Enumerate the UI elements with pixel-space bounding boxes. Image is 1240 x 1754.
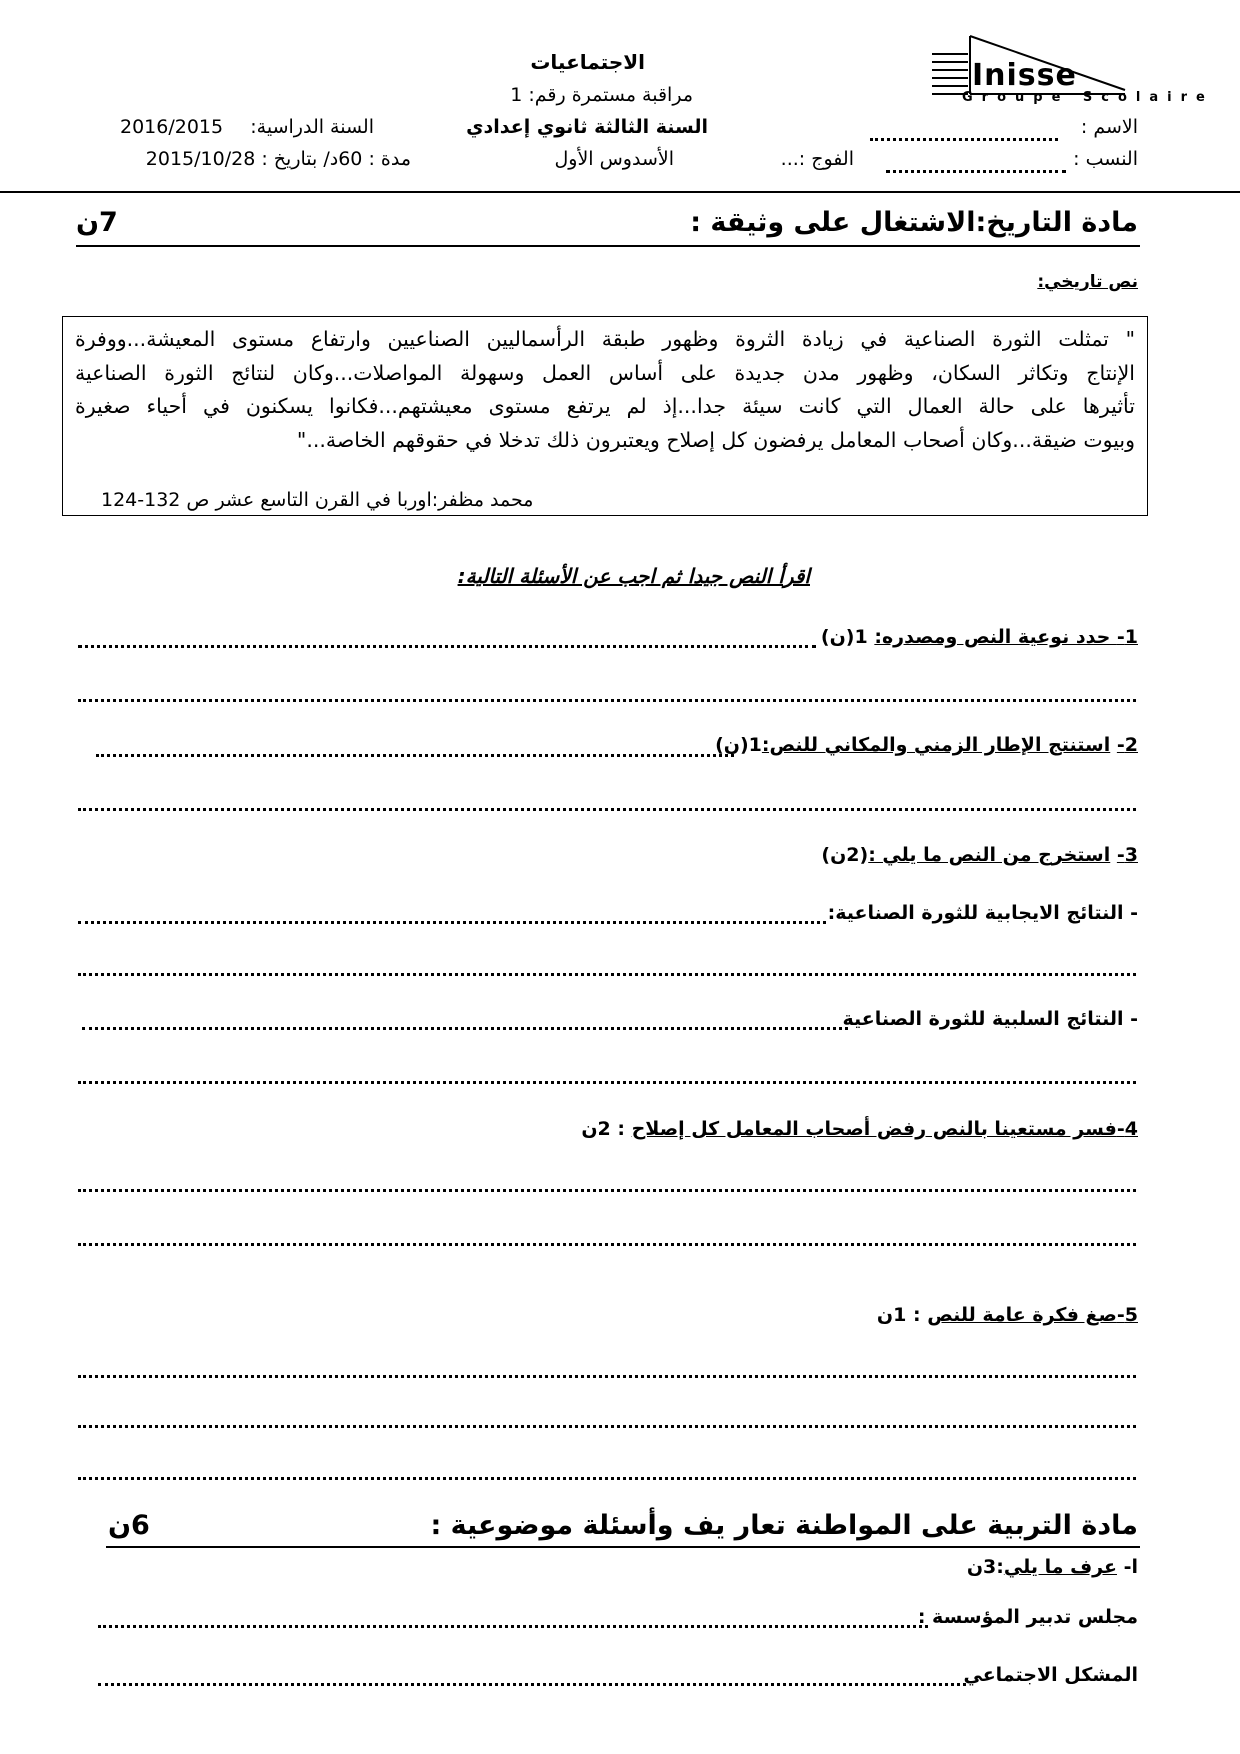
header-semester: الأسدوس الأول [554,148,674,170]
civics-term-2-answer[interactable] [98,1683,966,1686]
surname-label: النسب : [1073,148,1138,170]
historical-text-body [75,323,1135,457]
name-field[interactable] [870,138,1058,141]
question-2-points: 1(ن) [715,734,762,756]
question-5 [877,1304,1138,1326]
text-line: " تمثلت الثورة الصناعية في زيادة الثروة وظهور طبقة الرأسماليين الصناعيين وارتفاع مستوى المعيشة...ووفرة [75,327,1135,351]
surname-field[interactable] [886,170,1066,173]
question-3b: - النتائج السلبية للثورة الصناعية [842,1008,1138,1030]
question-1-number: 1- [1116,626,1138,648]
civics-title: مادة التربية على المواطنة تعار يف وأسئلة موضوعية : [430,1510,1138,1541]
answer-3b-line-1[interactable] [82,1027,848,1030]
question-5-number: 5- [1116,1304,1138,1326]
civics-term-1: مجلس تدبير المؤسسة : [917,1606,1138,1628]
school-year-label: السنة الدراسية: [250,116,374,138]
logo-brand: Inisse [972,58,1077,93]
group-label: الفوج :... [780,148,854,170]
school-logo [930,32,1214,107]
question-1-points: 1(ن) [820,626,875,648]
text-line: تأثيرها على حالة العمال التي كانت سيئة جدا...إذ لم يرتفع مستوى معيشتهم...فكانوا يسكنون في أحياء صغيرة [75,394,1135,418]
question-4-points: : 2ن [581,1118,632,1140]
header-divider [0,191,1240,193]
historical-text-box [62,316,1148,516]
question-4-number: 4- [1116,1118,1138,1140]
civics-question-a [967,1556,1138,1578]
text-source: محمد مظفر:اوربا في القرن التاسع عشر ص 132-124 [101,489,534,511]
history-title-underline [76,245,1140,247]
question-3a: - النتائج الايجابية للثورة الصناعية: [827,902,1138,924]
logo-tagline: Groupe Scolaire [962,90,1214,105]
school-year: 2016/2015 [120,116,224,138]
name-label: الاسم : [1080,116,1138,138]
question-3-text: استخرج من النص ما يلي : [868,844,1111,866]
question-3-number: 3- [1116,844,1138,866]
text-line: الإنتاج وتكاثر السكان، وظهور مدن جديدة على أساس العمل وسهولة المواصلات...وكان لنتائج الثورة الصناعية [75,360,1135,385]
header-subject: الاجتماعيات [530,50,645,74]
answer-5-line-3[interactable] [78,1477,1136,1480]
question-5-points: : 1ن [876,1304,928,1326]
civics-question-a-text: عرف ما يلي [1003,1556,1117,1578]
history-title: مادة التاريخ:الاشتغال على وثيقة : [690,207,1138,238]
questions-instruction: اقرأ النص جيدا ثم اجب عن الأسئلة التالية: [457,564,810,588]
answer-4-line-2[interactable] [78,1243,1136,1246]
answer-1-line-1[interactable] [78,645,816,648]
civics-term-2: المشكل الاجتماعي [963,1664,1138,1686]
question-1 [821,626,1138,648]
answer-3a-line-2[interactable] [78,973,1136,976]
civics-question-a-points: :3ن [966,1556,1004,1578]
text-label: نص تاريخي: [1037,272,1138,292]
text-line: وبيوت ضيقة...وكان أصحاب المعامل يرفضون كل إصلاح ويعتبرون ذلك تدخلا في حقوقهم الخاصة..." [296,427,1135,452]
answer-5-line-1[interactable] [78,1375,1136,1378]
answer-2-line-1[interactable] [96,754,734,757]
question-3 [821,844,1138,866]
question-5-text: صغ فكرة عامة للنص [927,1304,1117,1326]
question-2 [715,734,1138,756]
question-4-text: فسر مستعينا بالنص رفض أصحاب المعامل كل إصلاح [631,1118,1117,1140]
question-3-points: (2ن) [821,844,869,866]
answer-1-line-2[interactable] [78,699,1136,702]
question-2-text: استنتج الإطار الزمني والمكاني للنص: [761,734,1111,756]
answer-4-line-1[interactable] [78,1189,1136,1192]
header-level: السنة الثالثة ثانوي إعدادي [466,116,708,138]
civics-title-underline [106,1546,1140,1548]
civics-term-1-answer[interactable] [98,1625,928,1628]
civics-points: 6ن [108,1510,150,1541]
header-exam: مراقبة مستمرة رقم: 1 [510,84,693,106]
answer-3a-line-1[interactable] [78,921,826,924]
question-2-number: 2- [1116,734,1138,756]
answer-5-line-2[interactable] [78,1425,1136,1428]
history-points: 7ن [76,207,118,238]
civics-question-a-number: ا- [1116,1556,1138,1578]
question-1-text: حدد نوعية النص ومصدره: [874,626,1117,648]
answer-3b-line-2[interactable] [78,1081,1136,1084]
answer-2-line-2[interactable] [78,808,1136,811]
duration-date: مدة : 60د/ بتاريخ : 2015/10/28 [145,148,411,170]
question-4 [581,1118,1138,1140]
